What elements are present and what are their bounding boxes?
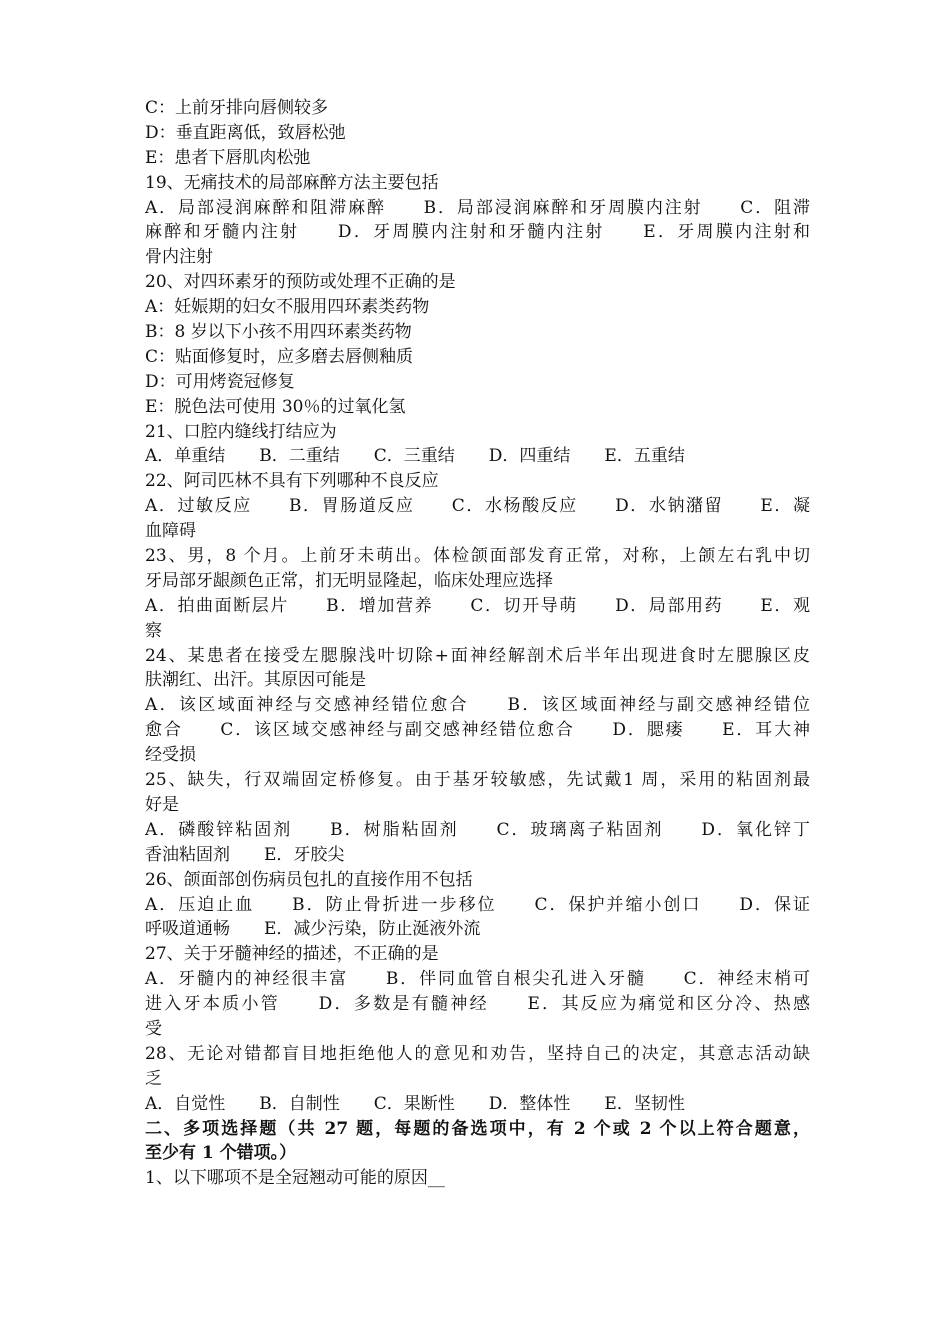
text-line: C：上前牙排向唇侧较多 [145, 98, 329, 118]
question-28: 28、无论对错都盲目地拒绝他人的意见和劝告，坚持自己的决定，其意志活动缺 [145, 1043, 810, 1064]
text-line: C：贴面修复时，应多磨去唇侧釉质 [145, 346, 414, 367]
question-1: 1、以下哪项不是全冠翘动可能的原因__ [145, 1168, 445, 1189]
text-line: 好是 [145, 794, 179, 815]
question-22: 22、阿司匹林不具有下列哪种不良反应 [145, 471, 439, 492]
text-line: A．牙髓内的神经很丰富 B．伴同血管自根尖孔进入牙髓 C．神经末梢可 [145, 969, 810, 990]
text-line: A：妊娠期的妇女不服用四环素类药物 [145, 297, 430, 318]
text-line: A．局部浸润麻醉和阻滞麻醉 B．局部浸润麻醉和牙周膜内注射 C．阻滞 [145, 197, 810, 218]
text-line: 察 [145, 620, 162, 641]
text-line: E：患者下唇肌肉松弛 [145, 147, 311, 168]
text-line: D：可用烤瓷冠修复 [145, 371, 295, 392]
text-line: 乏 [145, 1068, 162, 1089]
text-line: 受 [145, 1018, 162, 1039]
text-line: 肤潮红、出汗。其原因可能是 [145, 670, 366, 691]
question-24: 24、某患者在接受左腮腺浅叶切除+面神经解剖术后半年出现进食时左腮腺区皮 [145, 645, 810, 666]
text-line: B：8 岁以下小孩不用四环素类药物 [145, 322, 412, 343]
question-23: 23、男，8 个月。上前牙未萌出。体检颌面部发育正常，对称，上颌左右乳中切 [145, 546, 810, 567]
text-line: A．自觉性 B．自制性 C．果断性 D．整体性 E．坚韧性 [145, 1093, 685, 1114]
text-line: 骨内注射 [145, 247, 213, 268]
text-line: A．单重结 B．二重结 C．三重结 D．四重结 E．五重结 [145, 446, 685, 467]
text-line: 麻醉和牙髓内注射 D．牙周膜内注射和牙髓内注射 E．牙周膜内注射和 [145, 222, 810, 243]
text-line: 血障碍 [145, 521, 196, 542]
section-heading: 至少有 1 个错项。） [145, 1143, 297, 1164]
question-26: 26、颌面部创伤病员包扎的直接作用不包括 [145, 869, 473, 890]
question-19: 19、无痛技术的局部麻醉方法主要包括 [145, 172, 439, 193]
text-line: 进入牙本质小管 D．多数是有髓神经 E．其反应为痛觉和区分冷、热感 [145, 994, 810, 1015]
question-25: 25、缺失，行双端固定桥修复。由于基牙较敏感，先试戴1 周，采用的粘固剂最 [145, 770, 810, 791]
text-line: 牙局部牙龈颜色正常，扪无明显隆起，临床处理应选择 [145, 570, 553, 591]
text-line: A．过敏反应 B．胃肠道反应 C．水杨酸反应 D．水钠潴留 E．凝 [145, 496, 810, 517]
text-line: D：垂直距离低，致唇松弛 [145, 122, 346, 143]
document-page [145, 96, 810, 1191]
text-line: A．拍曲面断层片 B．增加营养 C．切开导萌 D．局部用药 E．观 [145, 595, 810, 616]
text-line: E：脱色法可使用 30％的过氧化氢 [145, 396, 406, 417]
text-line: A．该区域面神经与交感神经错位愈合 B．该区域面神经与副交感神经错位 [145, 695, 810, 716]
question-21: 21、口腔内缝线打结应为 [145, 421, 337, 442]
text-line: 香油粘固剂 E．牙胶尖 [145, 844, 345, 865]
question-27: 27、关于牙髓神经的描述，不正确的是 [145, 944, 439, 965]
text-line: 呼吸道通畅 E．减少污染，防止涎液外流 [145, 919, 481, 940]
section-heading: 二、多项选择题（共 27 题，每题的备选项中，有 2 个或 2 个以上符合题意， [145, 1118, 810, 1139]
text-line: 愈合 C．该区域交感神经与副交感神经错位愈合 D．腮瘘 E．耳大神 [145, 720, 810, 741]
text-line: A．压迫止血 B．防止骨折进一步移位 C．保护并缩小创口 D．保证 [145, 894, 810, 915]
text-line: A．磷酸锌粘固剂 B．树脂粘固剂 C．玻璃离子粘固剂 D．氧化锌丁 [145, 819, 810, 840]
question-20: 20、对四环素牙的预防或处理不正确的是 [145, 272, 456, 293]
text-line: 经受损 [145, 745, 196, 766]
